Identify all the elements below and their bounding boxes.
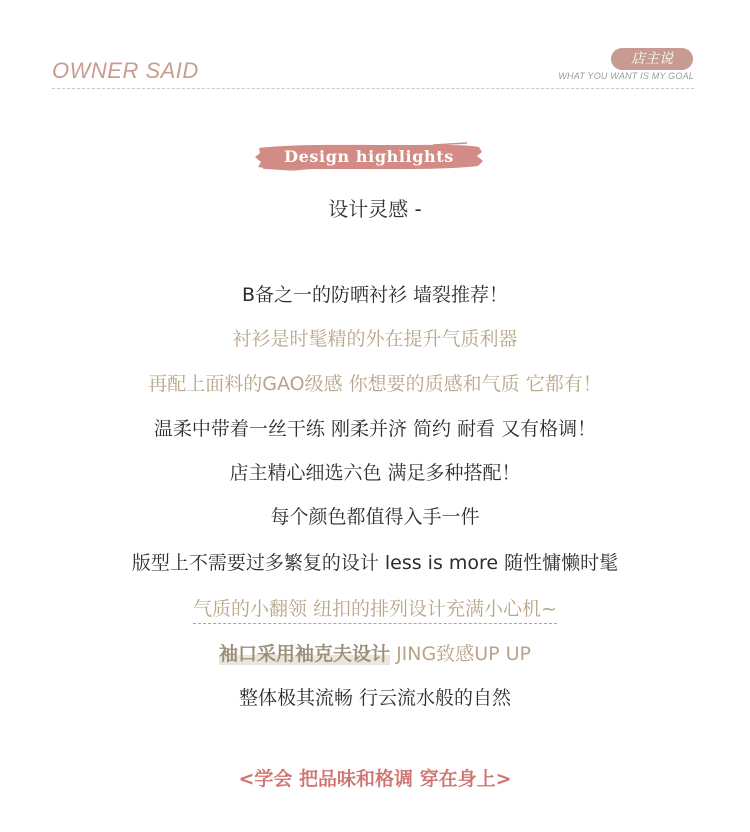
text-line-7: 版型上不需要过多繁复的设计 less is more 随性慵懒时髦	[131, 552, 619, 574]
cuff-rest: JING致感UP UP	[390, 643, 531, 665]
text-line-5: 店主精心细选六色 满足多种搭配！	[229, 462, 521, 484]
text-line-6: 每个颜色都值得入手一件	[270, 506, 480, 528]
text-line-cuff	[0, 639, 750, 666]
footer-slogan: <学会 把品味和格调 穿在身上>	[238, 768, 512, 790]
text-line-4: 温柔中带着一丝干练 刚柔并济 简约 耐看 又有格调！	[153, 418, 597, 440]
text-line-3: 再配上面料的GAO级感 你想要的质感和气质 它都有！	[148, 373, 602, 395]
header-divider	[52, 88, 694, 89]
section-tag	[253, 141, 485, 173]
section-tag-label: Design highlights	[284, 147, 454, 166]
text-line-2: 衬衫是时髦精的外在提升气质利器	[232, 328, 518, 350]
text-line-8-underlined: 气质的小翻领 纽扣的排列设计充满小心机~	[193, 598, 557, 624]
section-heading: 设计灵感 -	[328, 197, 422, 221]
text-line-10: 整体极其流畅 行云流水般的自然	[238, 687, 512, 709]
header-badge: 店主说	[611, 48, 693, 70]
cuff-highlight: 袖口采用袖克夫设计	[219, 643, 391, 665]
header-subtitle: WHAT YOU WANT IS MY GOAL	[558, 71, 694, 81]
text-line-8	[0, 594, 750, 621]
text-line-1: B备之一的防晒衬衫 墙裂推荐！	[241, 284, 509, 306]
header-title: OWNER SAID	[52, 58, 199, 83]
